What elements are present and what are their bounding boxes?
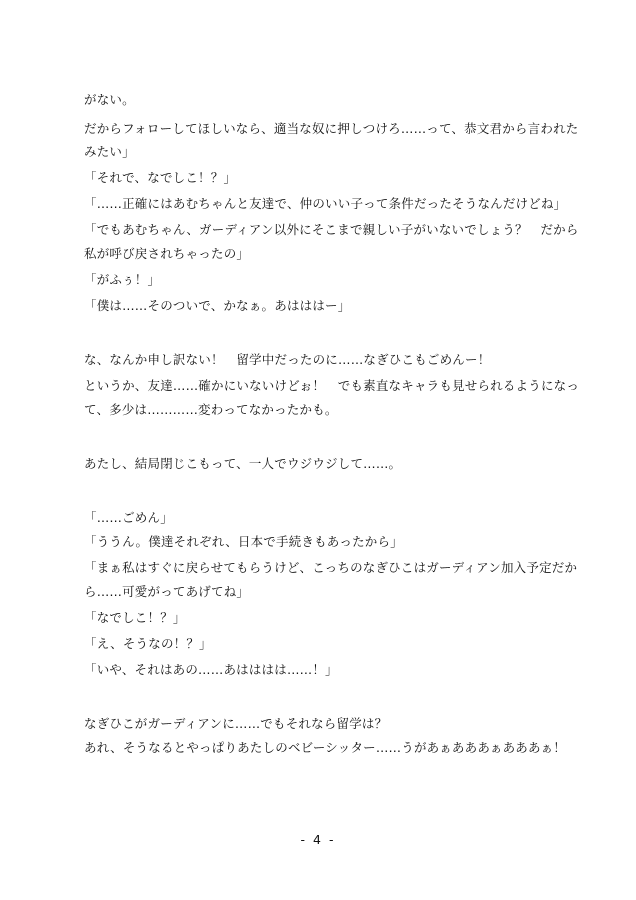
text-line: 私が呼び戻されちゃったの」 [84,246,250,261]
text-line: 「まぁ私はすぐに戻らせてもらうけど、こっちのなぎひこはガーディアン加入予定だか [84,560,578,575]
text-line: 「それで、なでしこ！？」 [84,170,237,185]
text-line: 「でもあむちゃん、ガーディアン以外にそこまで親しい子がいないでしょう？ だから [84,222,579,237]
text-line: 「え、そうなの！？」 [84,636,212,651]
page-number: - 4 - [300,832,336,847]
text-line: て、多少は…………変わってなかったかも。 [84,402,338,417]
text-line: だからフォローしてほしいなら、適当な奴に押しつけろ……って、恭文君から言われた [84,121,579,136]
text-line: あたし、結局閉じこもって、一人でウジウジして……。 [84,456,402,471]
text-line: 「いや、それはあの……あはははは……！」 [84,662,338,677]
text-line: みたい」 [84,144,135,159]
text-line: 「なでしこ！？」 [84,610,186,625]
text-line: 「……正確にはあむちゃんと友達で、仲のいい子って条件だったそうなんだけどね」 [84,196,567,211]
text-line: 「僕は……そのついで、かなぁ。あはははー」 [84,298,351,313]
text-line: というか、友達……確かにいないけどぉ！ でも素直なキャラも見せられるようになっ [84,378,580,393]
text-line: 「ううん。僕達それぞれ、日本で手続きもあったから」 [84,534,403,549]
text-line: がない。 [84,92,135,107]
text-line: な、なんか申し訳ない！ 留学中だったのに……なぎひこもごめんー！ [84,352,491,367]
text-line: 「がふぅ！」 [84,272,161,287]
text-line: なぎひこがガーディアンに……でもそれなら留学は？ [84,716,388,731]
text-line: あれ、そうなるとやっぱりあたしのベビーシッター……うがあぁあああぁあああぁ！ [84,740,566,755]
text-line: 「……ごめん」 [84,510,173,525]
text-line: ら……可愛がってあげてね」 [84,584,250,599]
